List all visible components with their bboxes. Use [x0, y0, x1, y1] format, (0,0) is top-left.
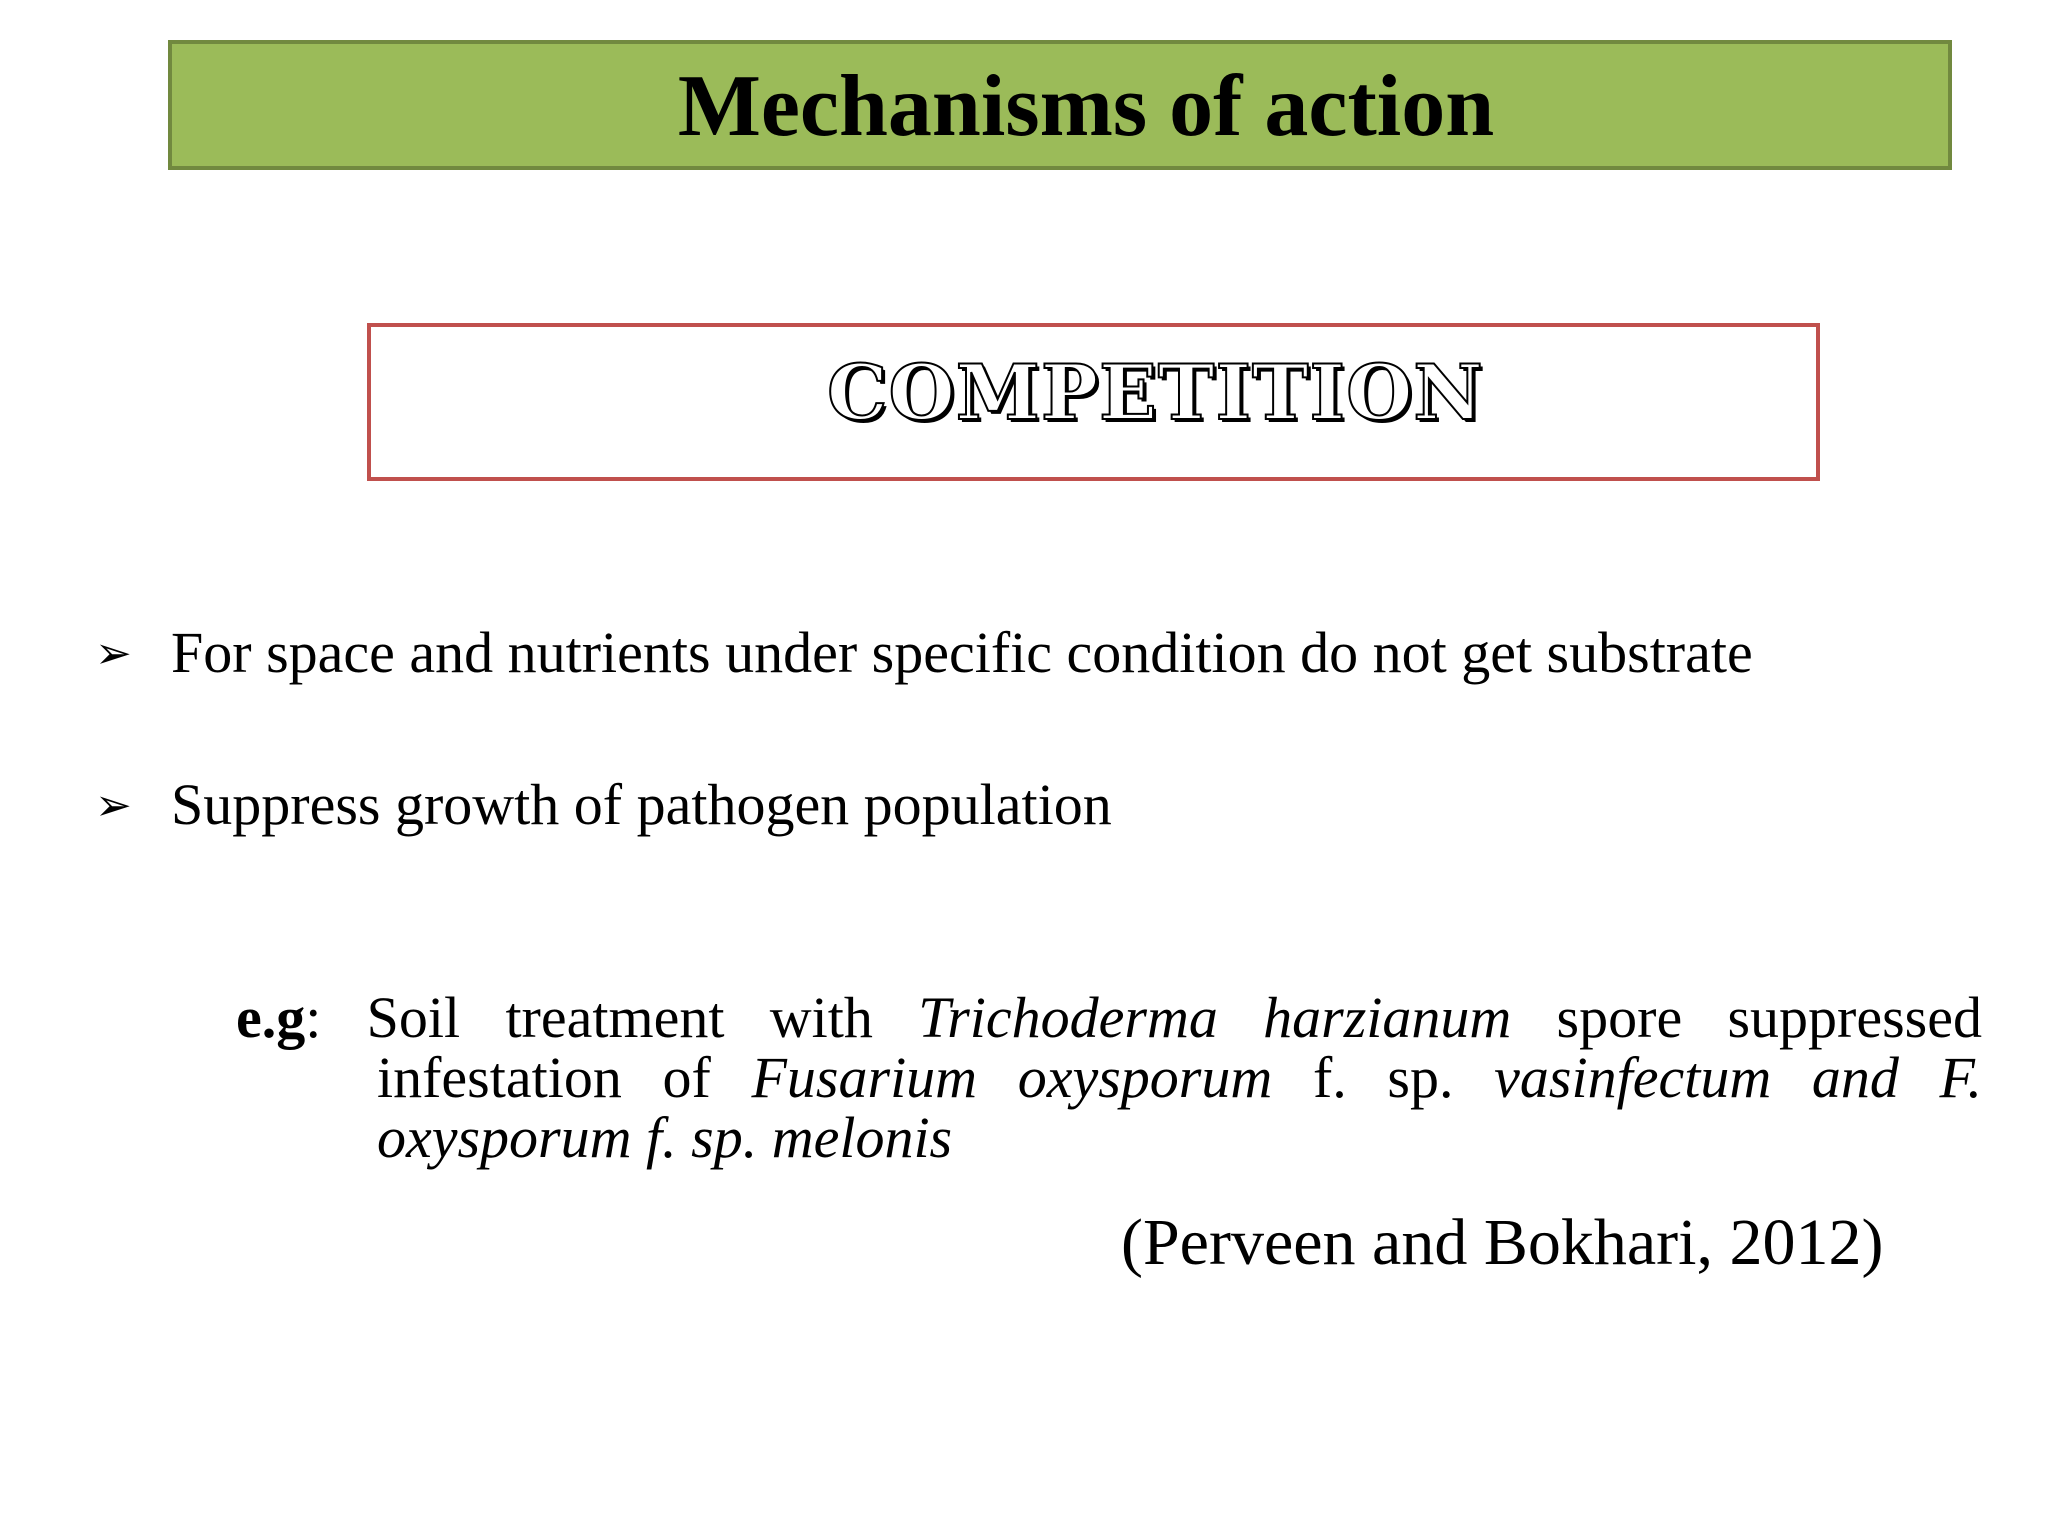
- example-text: spore suppressed infestation of: [377, 985, 1982, 1110]
- example-text: f. sp.: [1272, 1045, 1495, 1110]
- bullet-item: [95, 772, 1112, 839]
- arrow-bullet-icon: ➢: [95, 780, 132, 831]
- bullet-text: Suppress growth of pathogen population: [171, 772, 1112, 837]
- example-label: e.g: [236, 985, 306, 1050]
- heading-box: [367, 323, 1820, 481]
- bullet-item: [95, 620, 1753, 687]
- arrow-bullet-icon: ➢: [95, 628, 132, 679]
- slide-title: Mechanisms of action: [677, 58, 1495, 155]
- example-paragraph: [236, 985, 1982, 1170]
- species-name: Trichoderma harzianum: [918, 985, 1512, 1050]
- species-name: vasinfectum and F. oxysporum f. sp. melonis: [377, 1045, 1982, 1170]
- bullet-text: For space and nutrients under specific condition do not get substrate: [171, 620, 1753, 685]
- slide-title-bar: [168, 40, 1952, 170]
- example-separator: :: [305, 985, 322, 1050]
- citation: (Perveen and Bokhari, 2012): [1121, 1206, 1884, 1279]
- heading-text: COMPETITION: [827, 348, 1484, 437]
- example-text: Soil treatment with: [321, 985, 919, 1050]
- species-name: Fusarium oxysporum: [751, 1045, 1273, 1110]
